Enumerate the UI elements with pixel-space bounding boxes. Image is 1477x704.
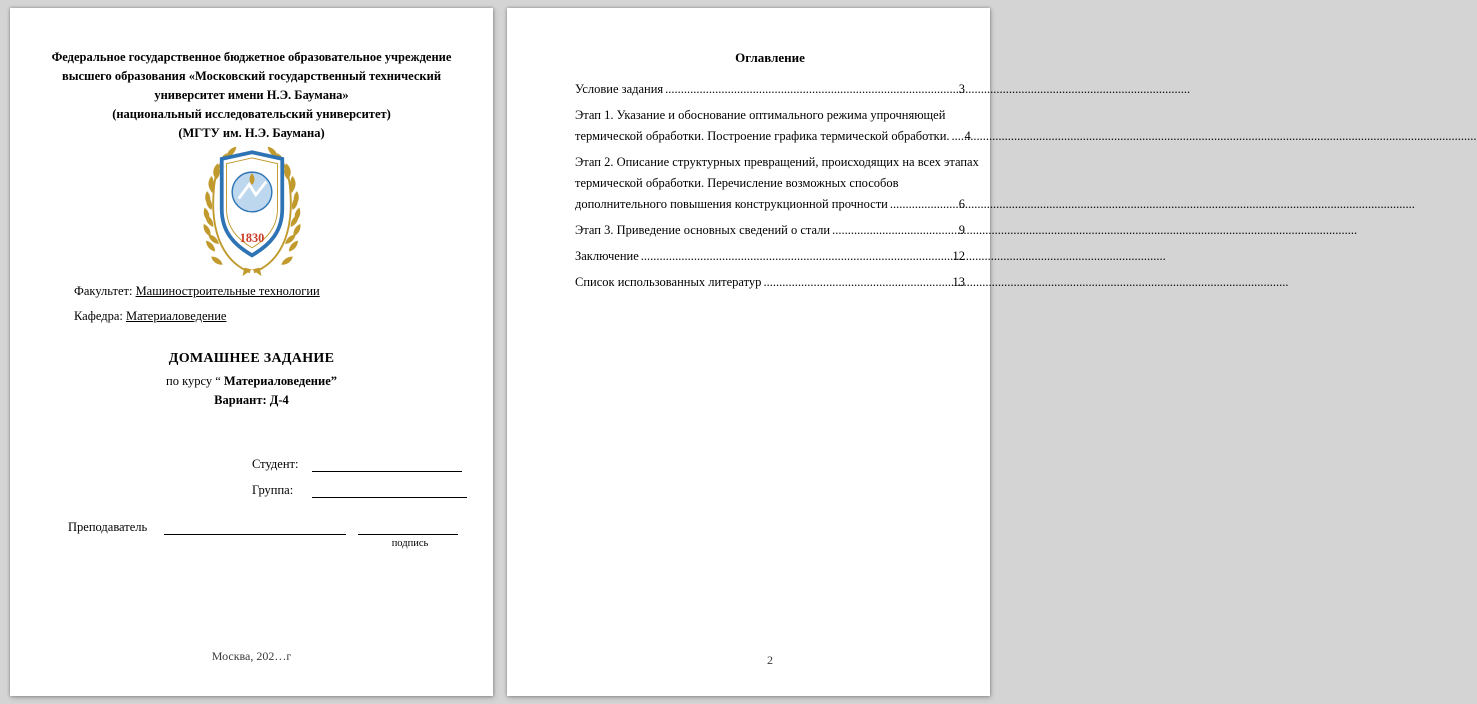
toc-entry-text: Заключение: [575, 249, 639, 263]
toc-entry[interactable]: [575, 220, 965, 241]
student-label: Студент:: [252, 457, 299, 471]
toc-entry-text: Условие задания: [575, 82, 664, 96]
toc-entry[interactable]: [575, 272, 965, 293]
course-line: [10, 374, 493, 389]
faculty-value: Машиностроительные технологии: [135, 284, 320, 298]
toc-dot-leader: [763, 272, 949, 293]
department-value: Материаловедение: [125, 309, 227, 323]
university-emblem: [10, 139, 493, 284]
toc-entry-text: термической обработки. Построение графика термической обработки.: [575, 129, 950, 143]
course-prefix: по курсу “: [166, 374, 221, 388]
toc-page: [507, 8, 990, 696]
group-label: Группа:: [252, 483, 294, 497]
faculty-label: Факультет:: [74, 284, 133, 298]
toc-page-number: 12: [952, 249, 965, 263]
city-year-footer: Москва, 202…г: [211, 649, 292, 663]
toc-page-number: 6: [958, 197, 965, 211]
toc-title: Оглавление: [735, 50, 805, 65]
teacher-blank-line: [164, 519, 346, 535]
group-row: [252, 482, 467, 498]
university-header-line: (национальный исследовательский университет): [112, 107, 391, 121]
toc-dot-leader: [952, 126, 962, 147]
toc-entry[interactable]: [575, 246, 965, 267]
department-label: Кафедра:: [74, 309, 123, 323]
toc-entry-text: Этап 2. Описание структурных превращений, происходящих на всех этапах: [575, 155, 979, 169]
signature-blank-line: [358, 519, 458, 535]
course-name: Материаловедение”: [223, 374, 337, 388]
university-emblem-icon: [200, 139, 304, 279]
faculty-row: [74, 284, 320, 299]
toc-dot-leader: [832, 220, 956, 241]
toc-entry[interactable]: [575, 105, 971, 147]
toc-page-number: 3: [958, 82, 965, 96]
student-row: [252, 456, 467, 472]
group-blank-line: [312, 482, 467, 498]
department-row: [74, 309, 226, 324]
student-group-block: [252, 456, 467, 508]
teacher-row: [68, 519, 468, 535]
teacher-block: [68, 519, 468, 549]
university-header-line: Федеральное государственное бюджетное образовательное учреждение: [51, 50, 452, 64]
page-number: 2: [767, 653, 773, 667]
toc-entry-text: Список использованных литератур: [575, 275, 762, 289]
university-header-line: университет имени Н.Э. Баумана»: [154, 88, 349, 102]
toc-column: [575, 50, 979, 298]
assignment-title: ДОМАШНЕЕ ЗАДАНИЕ: [168, 351, 335, 366]
signature-caption: подпись: [391, 538, 429, 549]
toc-dot-leader: [665, 79, 956, 100]
toc-entry-text: Этап 1. Указание и обоснование оптимального режима упрочняющей: [575, 108, 946, 122]
toc-entry[interactable]: [575, 152, 979, 215]
university-header-line: (МГТУ им. Н.Э. Баумана): [178, 126, 325, 140]
emblem-year: 1830: [239, 231, 264, 246]
toc-page-number: 9: [958, 223, 965, 237]
university-header-line: высшего образования «Московский государственный технический: [61, 69, 442, 83]
toc-dot-leader: [890, 194, 956, 215]
toc-page-number: 13: [952, 275, 965, 289]
toc-page-number: 4: [964, 129, 971, 143]
toc-entry[interactable]: [575, 79, 965, 100]
teacher-label: Преподаватель: [68, 520, 148, 534]
toc-dot-leader: [641, 246, 950, 267]
toc-entry-text: Этап 3. Приведение основных сведений о стали: [575, 223, 831, 237]
variant-line: Вариант: Д-4: [214, 393, 289, 407]
student-blank-line: [312, 456, 462, 472]
university-header: [28, 48, 475, 143]
toc-entry-text: термической обработки. Перечисление возможных способов: [575, 176, 899, 190]
toc-entry-text: дополнительного повышения конструкционной прочности: [575, 197, 888, 211]
title-page: [10, 8, 493, 696]
